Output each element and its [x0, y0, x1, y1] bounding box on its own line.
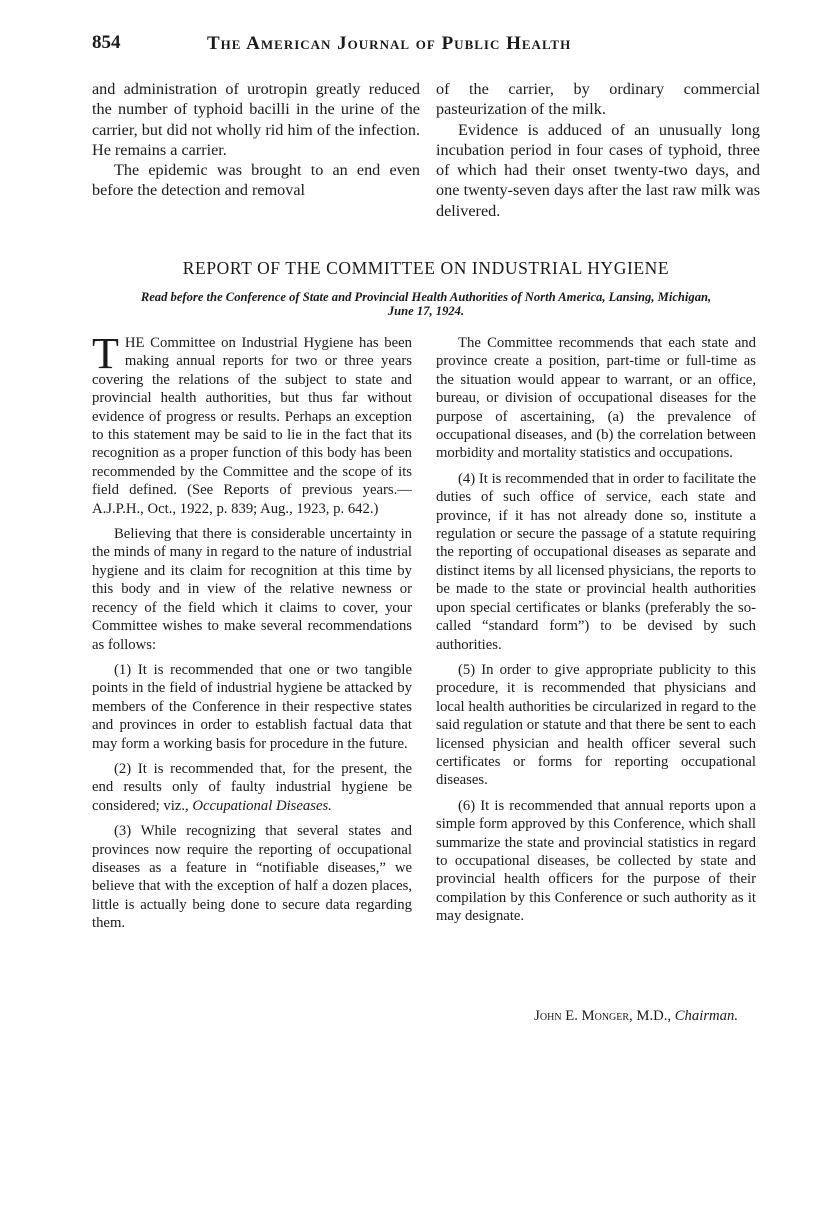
recommendation-6: (6) It is recommended that annual reports upon a simple form approved by this Conference, which shall summarize the state and provincial statistics in regard to occupational diseases, be collected by state and provincial health officers for the purpose of their compilation by this Conference or such authority as it may designate.	[436, 797, 756, 925]
continued-paragraph: Evidence is adduced of an unusually long incubation period in four cases of typhoid, three of which had their onset twenty-two days, and one twenty-seven days after the last raw milk was delivered.	[436, 120, 760, 220]
recommendation-2-text: (2) It is recommended that, for the present, the end results only of faulty industrial hygiene be considered; viz.,	[92, 760, 412, 814]
article-left-column	[92, 329, 412, 940]
signature	[436, 1008, 738, 1025]
recommendation-5: (5) In order to give appropriate publicity to this procedure, it is recommended that physicians and local health authorities be circularized in regard to the said regulation or statute and that there be sent to each licensed physician and health officer several such certificates or forms for reporting occupational diseases.	[436, 661, 756, 789]
recommendation-4: (4) It is recommended that in order to facilitate the duties of such office of service, each state and province, if it has not already done so, institute a regulation or secure the passage of a statute requiring the reporting of occupational diseases as separate and distinct items by all licensed physicians, the reports to be made to the state or provincial health authorities upon special certificates or blanks (preferably the so-called “standard form”) to be devised by such authorities.	[436, 470, 756, 653]
continued-paragraph: The epidemic was brought to an end even before the detection and removal	[92, 161, 420, 200]
continued-paragraph: and administration of urotropin greatly reduced the number of typhoid bacilli in the urine of the carrier, but did not wholly rid him of the infection. He remains a carrier.	[92, 80, 420, 159]
page-number: 854	[92, 32, 121, 53]
recommendation-2-emphasis: Occupational Diseases.	[192, 797, 332, 814]
signature-role: Chairman.	[674, 1008, 738, 1024]
article-right-column	[436, 334, 756, 933]
running-head	[92, 32, 760, 58]
article-subhead: Read before the Conference of State and Provincial Health Authorities of North America, Lansing, Michigan, June 17, 1924.	[140, 290, 712, 318]
body-paragraph: The Committee recommends that each state and province create a position, part-time or full-time as the situation would appear to warrant, or an office, bureau, or division of occupational diseases for the purpose of ascertaining, (a) the prevalence of occupational diseases, and (b) the correlation between morbidity and mortality statistics and occupations.	[436, 335, 756, 462]
drop-cap: T	[92, 329, 119, 378]
body-paragraph: Believing that there is considerable uncertainty in the minds of many in regard to the nature of industrial hygiene and its claim for recognition at this time by this body and in view of the relative newness or recency of the field which it claims to cover, your Committee wishes to make several recommendations as follows:	[92, 526, 412, 653]
continued-text-right-column	[436, 79, 760, 221]
recommendation-2	[92, 760, 412, 815]
signature-name: John E. Monger, M.D.,	[534, 1008, 672, 1024]
intro-paragraph	[92, 329, 412, 518]
intro-text: HE Committee on Industrial Hygiene has been making annual reports for two or three years covering the relations of the subject to state and provincial health authorities, but thus far without evidence of progress or results. Perhaps an exception to this statement may be said to lie in the fact that its recognition as a proper function of this body has been recommended by the Committee and the scope of its field defined. (See Reports of previous years.—A.J.P.H., Oct., 1922, p. 839; Aug., 1923, p. 642.)	[92, 335, 412, 517]
continued-paragraph: of the carrier, by ordinary commercial pasteurization of the milk.	[436, 80, 760, 119]
continued-text-left-column	[92, 79, 420, 201]
recommendation-1: (1) It is recommended that one or two tangible points in the field of industrial hygiene be attacked by members of the Conference in their respective states and provinces in order to establish factual data that may form a working basis for procedure in the future.	[92, 661, 412, 752]
recommendation-3: (3) While recognizing that several states and provinces now require the reporting of occupational diseases as a feature in “notifiable diseases,” we believe that with the exception of half a dozen places, little is actually being done to secure data regarding them.	[92, 823, 412, 932]
journal-title: The American Journal of Public Health	[207, 33, 572, 54]
article-title: REPORT OF THE COMMITTEE ON INDUSTRIAL HYGIENE	[182, 258, 670, 278]
